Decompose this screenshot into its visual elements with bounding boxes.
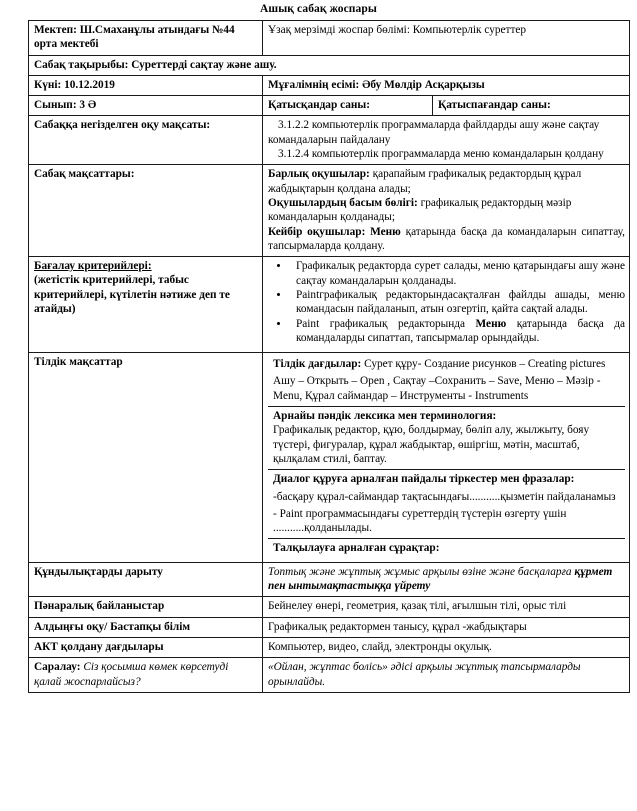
goal-all-label: Барлық оқушылар:	[268, 168, 370, 181]
goal-some-learners	[268, 225, 625, 254]
lesson-topic-cell: Сабақ тақырыбы: Суреттерді сақтау және ашу.	[29, 55, 630, 75]
goal-all-learners	[268, 167, 625, 196]
objective-item-1: 3.1.2.2 компьютерлік программаларда файлдарды ашу және сақтау командаларын пайдалану	[268, 119, 600, 146]
list-item: • Paintграфикалық редакторындасақталған файлды ашады, меню командасын пайдаланып, атын озгертіп, қайта сақтай алады.	[290, 288, 625, 317]
list-item	[290, 317, 625, 346]
ict-skills-label: АКТ қолдану дағдылары	[29, 637, 263, 657]
terminology-text: Графикалық редактор, құю, болдырмау, бөліп алу, жылжыту, бояу түстері, фигуралар, құрал жабдыктар, өшіргіш, мәтін, масштаб, қылқалам стилі, баптау.	[273, 424, 590, 465]
goal-all-text: қарапайым графикалық редактордың құрал жабдықтарын қолдана алады;	[268, 168, 582, 195]
teacher-name-cell: Мұғалімнің есімі: Әбу Мөлдір Асқарқызы	[263, 75, 630, 95]
criteria-label-sub: (жетістік критерийлері, табыс критерийлері, күтілетін нәтиже деп те атайды)	[34, 274, 230, 316]
criteria-label-main: Бағалау критерийлері:	[34, 260, 152, 273]
table-row-values	[29, 562, 630, 597]
objective-item-2: 3.1.2.4 компьютерлік программаларда меню командаларын қолдану	[278, 148, 604, 161]
criteria-content	[263, 257, 630, 353]
values-content	[263, 562, 630, 597]
table-row-date-teacher	[29, 75, 630, 95]
ict-skills-text: Компьютер, видео, слайд, электронды оқулық.	[263, 637, 630, 657]
criteria-list	[268, 259, 625, 345]
table-row-class-attendance	[29, 96, 630, 116]
goal-some-label: Кейбір оқушылар: Меню	[268, 225, 401, 238]
table-row-objectives	[29, 116, 630, 165]
differentiation-label: Саралау:	[34, 661, 81, 674]
dialog-phrase-2: - Paint программасындағы суреттердің түстерін өзгерту үшін ...........қолданылады.	[273, 507, 567, 535]
language-goals-content	[263, 353, 630, 563]
criteria-label-cell	[29, 257, 263, 353]
absent-count-cell: Қатыспағандар саны:	[433, 96, 630, 116]
values-text-plain: Топтық және жұптық жұмыс арқылы өзіне және басқаларға	[268, 565, 575, 578]
cross-curricular-text: Бейнелеу өнері, геометрия, қазақ тілі, ағылшын тілі, орыс тілі	[263, 597, 630, 617]
discussion-questions-label: Талқылауға арналған сұрақтар:	[273, 542, 440, 555]
table-row-school	[29, 21, 630, 56]
language-skills-text: Сурет құру- Создание рисунков – Creating pictures	[361, 358, 606, 371]
table-row-language-goals	[29, 353, 630, 563]
terminology-block	[268, 407, 625, 470]
present-count-cell: Қатысқандар саны:	[263, 96, 433, 116]
objectives-label: Сабаққа негізделген оқу мақсаты:	[29, 116, 263, 165]
table-row-criteria	[29, 257, 630, 353]
class-cell: Сынып: 3 Ә	[29, 96, 263, 116]
dialog-phrases-block	[268, 470, 625, 539]
lesson-goals-content	[263, 165, 630, 257]
lesson-plan-table	[28, 20, 630, 693]
page-title: Ашық сабақ жоспары	[260, 3, 377, 15]
language-skills-line	[273, 357, 621, 371]
language-skills-list: Ашу – Открыть – Open , Сақтау –Сохранить – Save, Меню – Мәзір - Menu, Құрал саймандар – Инструменты - Instruments	[273, 375, 601, 402]
differentiation-text: «Ойлан, жұптас болісь» әдісі арқылы жұптық тапсырмаларды орынлайды.	[263, 658, 630, 693]
lesson-goals-label: Сабақ мақсаттары:	[29, 165, 263, 257]
goal-some-text: қатарында басқа да командаларын сипаттау, тапсырмаларда қолдану.	[268, 225, 626, 252]
dialog-phrase-1: -басқару құрал-саймандар тақтасындағы...........қызметін пайдаланамыз	[273, 490, 616, 503]
values-label: Құндылықтарды дарыту	[29, 562, 263, 597]
dialog-phrases-label: Диалог құруға арналған пайдалы тіркестер мен фразалар:	[273, 473, 575, 486]
list-item: • Графикалық редакторда сурет салады, меню қатарындағы ашу және сақтау командаларын қолданады.	[290, 259, 625, 288]
discussion-questions-block	[268, 539, 625, 558]
terminology-label: Арнайы пәндік лексика мен терминология:	[273, 410, 497, 423]
cross-curricular-label: Пәнаралық байланыстар	[29, 597, 263, 617]
table-row-prior-knowledge	[29, 617, 630, 637]
table-row-lesson-topic	[29, 55, 630, 75]
values-text-bold: құрмет пен ынтымақтастыққа үйрету	[268, 565, 613, 593]
differentiation-label-italic: Сіз қосымша көмек көрсетуді қалай жоспарлайсыз?	[34, 661, 229, 688]
table-row-lesson-goals	[29, 165, 630, 257]
table-row-cross-curricular	[29, 597, 630, 617]
differentiation-label-cell	[29, 658, 263, 693]
language-goals-label: Тілдік мақсаттар	[29, 353, 263, 563]
school-label: Мектеп: Ш.Смаханұлы атындағы №44 орта мектебі	[29, 21, 263, 56]
language-skills-block	[268, 355, 625, 407]
language-skills-label: Тілдік дағдылар:	[273, 358, 362, 371]
long-term-plan-cell: Ұзақ мерзімді жоспар бөлімі: Компьютерлік суреттер	[263, 21, 630, 56]
criteria-item-3-text: Paint графикалық редакторында Меню қатарында басқа да командаларды сипаттап, тапсырмалар орындайды.	[296, 317, 626, 345]
table-row-ict-skills	[29, 637, 630, 657]
prior-knowledge-label: Алдыңғы оқу/ Бастапқы білім	[29, 617, 263, 637]
goal-most-text: графикалық редактордың мәзір командаларын қолданады;	[268, 196, 572, 224]
goal-most-learners	[268, 196, 625, 225]
table-row-differentiation	[29, 658, 630, 693]
goal-most-label: Оқушылардың басым бөлігі:	[268, 196, 418, 209]
objectives-content	[263, 116, 630, 165]
prior-knowledge-text: Графикалық редактормен танысу, құрал -жабдықтары	[263, 617, 630, 637]
date-cell: Күні: 10.12.2019	[29, 75, 263, 95]
